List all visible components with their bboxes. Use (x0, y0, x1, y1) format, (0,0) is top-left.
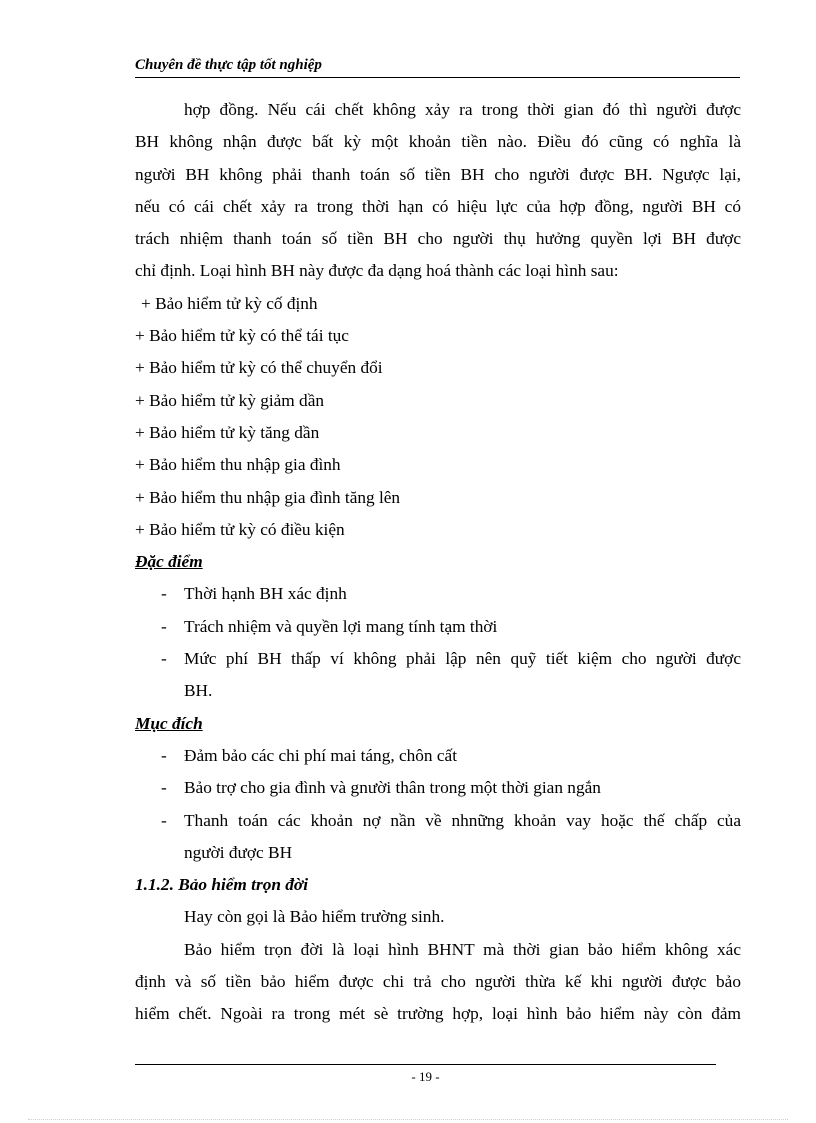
paragraph-line: hiểm chết. Ngoài ra trong mét sè trường hợp, loại hình bảo hiểm này còn đảm (135, 1004, 741, 1024)
bullet-item (135, 643, 741, 675)
bullet-text: Bảo trợ cho gia đình và gnười thân trong một thời gian ngắn (184, 778, 601, 798)
list-item: + Bảo hiểm tử kỳ có thể tái tục (135, 326, 349, 346)
dash-marker: - (161, 778, 167, 798)
running-header: Chuyên đề thực tập tốt nghiệp (135, 57, 322, 73)
list-item: + Bảo hiểm tử kỳ cố định (141, 293, 318, 313)
bullet-continuation: BH. (184, 681, 213, 701)
paragraph-line: nếu có cái chết xảy ra trong thời hạn có hiệu lực của hợp đồng, người BH có (135, 196, 741, 216)
bullet-text: Trách nhiệm và quyền lợi mang tính tạm thời (184, 616, 498, 636)
list-item: + Bảo hiểm thu nhập gia đình (135, 455, 341, 475)
list-item: + Bảo hiểm tử kỳ tăng dần (135, 422, 320, 442)
paragraph-line: hợp đồng. Nếu cái chết không xảy ra trong thời gian đó thì người được (184, 100, 741, 119)
paragraph-line: BH không nhận được bất kỳ một khoản tiền nào. Điều đó cũng có nghĩa là (135, 132, 741, 152)
bullet-item (135, 611, 741, 643)
bullet-item (135, 772, 741, 804)
dash-marker: - (161, 745, 167, 765)
bullet-item (135, 578, 741, 610)
section-heading: 1.1.2. Bảo hiểm trọn đời (135, 875, 308, 895)
header-rule (135, 77, 740, 78)
purpose-heading: Mục đích (135, 713, 203, 733)
dash-marker: - (161, 616, 167, 636)
dash-marker: - (161, 584, 167, 604)
purpose-heading-line (135, 708, 741, 740)
paragraph-line: định và số tiền bảo hiểm được chi trả cho người thừa kế khi người được bảo (135, 972, 741, 992)
list-item: + Bảo hiểm tử kỳ có thể chuyển đổi (135, 358, 383, 378)
paragraph-line: Hay còn gọi là Bảo hiểm trường sinh. (184, 907, 445, 927)
bullet-text: Thời hạnh BH xác định (184, 584, 347, 604)
features-heading-line (135, 546, 741, 578)
paragraph-line: người BH không phải thanh toán số tiền BH cho người được BH. Ngược lại, (135, 164, 741, 184)
bullet-item (135, 805, 741, 837)
paragraph-line: Bảo hiểm trọn đời là loại hình BHNT mà thời gian bảo hiểm không xác (184, 939, 741, 959)
bullet-text: Thanh toán các khoản nợ nần về nhnững khoản vay hoặc thế chấp của (184, 810, 741, 830)
footer-rule (135, 1064, 716, 1065)
list-item: + Bảo hiểm tử kỳ giảm dần (135, 390, 325, 410)
bullet-text: Mức phí BH thấp ví không phải lập nên quỹ tiết kiệm cho người được (184, 649, 741, 669)
bullet-continuation: người được BH (184, 842, 293, 862)
paragraph-line: chỉ định. Loại hình BH này được đa dạng hoá thành các loại hình sau: (135, 261, 619, 281)
bullet-item (135, 740, 741, 772)
page-body (135, 94, 741, 1031)
list-item: + Bảo hiểm tử kỳ có điều kiện (135, 519, 345, 539)
features-heading: Đặc điểm (135, 552, 203, 572)
list-item: + Bảo hiểm thu nhập gia đình tăng lên (135, 487, 401, 507)
paragraph-line: trách nhiệm thanh toán số tiền BH cho người thụ hưởng quyền lợi BH được (135, 229, 741, 249)
bullet-text: Đảm bảo các chi phí mai táng, chôn cất (184, 745, 458, 765)
page-bottom-border (28, 1119, 788, 1120)
dash-marker: - (161, 810, 167, 830)
page-number: - 19 - (411, 1069, 440, 1084)
dash-marker: - (161, 649, 167, 669)
